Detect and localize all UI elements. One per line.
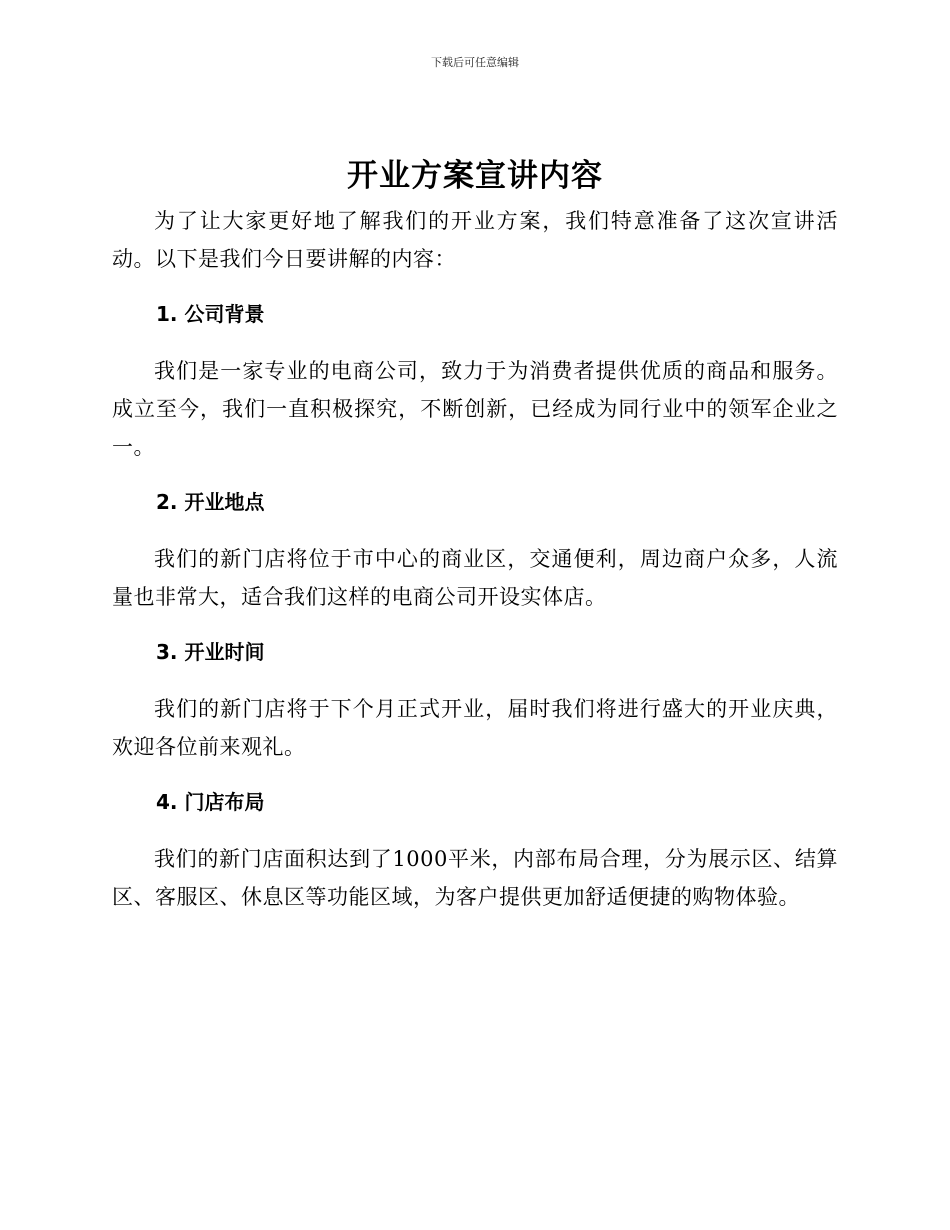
spacer (112, 616, 838, 633)
document-title: 开业方案宣讲内容 (347, 158, 603, 194)
section-body-opening-location: 我们的新门店将位于市中心的商业区，交通便利，周边商户众多，人流量也非常大，适合我们这样的电商公司开设实体店。 (112, 547, 838, 609)
spacer (112, 671, 838, 690)
section-heading-company-background: 1. 公司背景 (156, 302, 265, 326)
section-heading-opening-time: 3. 开业时间 (156, 640, 265, 664)
intro-paragraph: 为了让大家更好地了解我们的开业方案，我们特意准备了这次宣讲活动。以下是我们今日要讲解的内容： (112, 209, 838, 271)
spacer (112, 278, 838, 295)
spacer (112, 821, 838, 840)
section-heading-store-layout: 4. 门店布局 (156, 790, 265, 814)
section-body-opening-time: 我们的新门店将于下个月正式开业，届时我们将进行盛大的开业庆典，欢迎各位前来观礼。 (112, 697, 838, 759)
document-body (112, 202, 838, 916)
spacer (112, 521, 838, 540)
section-body-company-background: 我们是一家专业的电商公司，致力于为消费者提供优质的商品和服务。成立至今，我们一直积极探究，不断创新，已经成为同行业中的领军企业之一。 (112, 359, 838, 459)
spacer (112, 466, 838, 483)
section-body-store-layout: 我们的新门店面积达到了1000平米，内部布局合理，分为展示区、结算区、客服区、休息区等功能区域，为客户提供更加舒适便捷的购物体验。 (112, 847, 838, 909)
spacer (112, 766, 838, 783)
spacer (112, 333, 838, 352)
header-note: 下载后可任意编辑 (431, 56, 519, 69)
section-heading-opening-location: 2. 开业地点 (156, 490, 265, 514)
